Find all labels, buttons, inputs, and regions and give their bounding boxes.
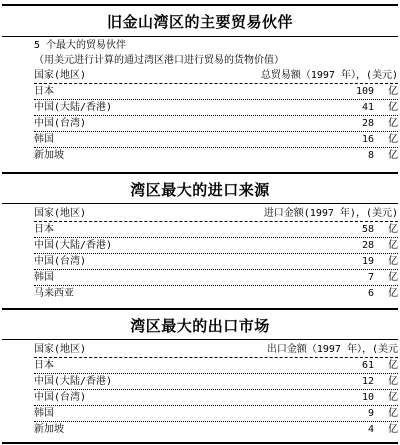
country-cell: 韩国 bbox=[34, 134, 54, 145]
unit-cell: 亿 bbox=[388, 360, 398, 371]
column-header-country: 国家(地区) bbox=[34, 70, 87, 81]
country-cell: 中国(台湾) bbox=[34, 256, 87, 267]
country-cell: 中国(台湾) bbox=[34, 118, 87, 129]
table-row bbox=[34, 422, 398, 437]
section-export-markets bbox=[0, 308, 400, 437]
unit-cell: 亿 bbox=[388, 424, 398, 435]
value-cell: 10 bbox=[361, 392, 374, 403]
country-cell: 韩国 bbox=[34, 272, 54, 283]
table-row bbox=[34, 390, 398, 406]
table-rows bbox=[34, 358, 398, 437]
value-cell: 9 bbox=[367, 408, 374, 419]
unit-cell: 亿 bbox=[388, 240, 398, 251]
country-cell: 新加坡 bbox=[34, 150, 64, 161]
table-row bbox=[34, 358, 398, 374]
column-header bbox=[34, 206, 398, 222]
unit-cell: 亿 bbox=[388, 224, 398, 235]
table-rows bbox=[34, 222, 398, 301]
unit-cell: 亿 bbox=[388, 256, 398, 267]
unit-cell: 亿 bbox=[388, 134, 398, 145]
unit-cell: 亿 bbox=[388, 102, 398, 113]
table-row bbox=[34, 116, 398, 132]
unit-cell: 亿 bbox=[388, 86, 398, 97]
title-rule bbox=[2, 339, 398, 340]
country-cell: 马来西亚 bbox=[34, 288, 74, 299]
intro-line bbox=[34, 38, 398, 53]
table-row bbox=[34, 286, 398, 301]
unit-cell: 亿 bbox=[388, 408, 398, 419]
column-header-country: 国家(地区) bbox=[34, 344, 87, 355]
value-cell: 41 bbox=[361, 102, 374, 113]
table-row bbox=[34, 148, 398, 163]
table-row bbox=[34, 222, 398, 238]
value-cell: 28 bbox=[361, 118, 374, 129]
country-cell: 韩国 bbox=[34, 408, 54, 419]
unit-cell: 亿 bbox=[388, 288, 398, 299]
column-header-value: 总贸易额（1997 年），(美元) bbox=[260, 70, 398, 81]
country-cell: 日本 bbox=[34, 360, 54, 371]
value-cell: 58 bbox=[361, 224, 374, 235]
value-cell: 12 bbox=[361, 376, 374, 387]
column-header bbox=[34, 68, 398, 84]
country-cell: 日本 bbox=[34, 86, 54, 97]
table-row bbox=[34, 238, 398, 254]
value-cell: 8 bbox=[367, 150, 374, 161]
column-header-value: 出口金额（1997 年），(美元 bbox=[266, 344, 398, 355]
table-row bbox=[34, 254, 398, 270]
unit-cell: 亿 bbox=[388, 272, 398, 283]
section-rule bbox=[2, 308, 398, 310]
country-cell: 中国(大陆/香港) bbox=[34, 102, 113, 113]
title-rule bbox=[2, 203, 398, 204]
table-row bbox=[34, 270, 398, 286]
country-cell: 新加坡 bbox=[34, 424, 64, 435]
unit-cell: 亿 bbox=[388, 150, 398, 161]
section-rule bbox=[2, 172, 398, 174]
value-cell: 7 bbox=[367, 272, 374, 283]
value-cell: 4 bbox=[367, 424, 374, 435]
unit-cell: 亿 bbox=[388, 376, 398, 387]
value-cell: 109 bbox=[355, 86, 374, 97]
section-import-sources bbox=[0, 172, 400, 301]
country-cell: 中国(大陆/香港) bbox=[34, 240, 113, 251]
intro-text: （用美元进行计算的通过湾区港口进行贸易的货物价值） bbox=[34, 55, 284, 66]
section-trade-partners bbox=[0, 0, 400, 163]
column-header-country: 国家(地区) bbox=[34, 208, 87, 219]
title-rule bbox=[2, 36, 398, 37]
table-row bbox=[34, 100, 398, 116]
section-title: 湾区最大的出口市场 bbox=[130, 316, 270, 335]
column-header bbox=[34, 342, 398, 358]
table-row bbox=[34, 374, 398, 390]
intro-text: 5 个最大的贸易伙伴 bbox=[34, 40, 127, 51]
value-cell: 19 bbox=[361, 256, 374, 267]
table-rows bbox=[34, 84, 398, 163]
section-title: 湾区最大的进口来源 bbox=[130, 180, 270, 199]
column-header-value: 进口金额(1997 年)，(美元) bbox=[263, 208, 398, 219]
intro-line bbox=[34, 53, 398, 68]
table-row bbox=[34, 132, 398, 148]
unit-cell: 亿 bbox=[388, 392, 398, 403]
unit-cell: 亿 bbox=[388, 118, 398, 129]
value-cell: 61 bbox=[361, 360, 374, 371]
country-cell: 中国(大陆/香港) bbox=[34, 376, 113, 387]
bottom-rule bbox=[2, 442, 398, 444]
section-title: 旧金山湾区的主要贸易伙伴 bbox=[106, 12, 293, 31]
table-row bbox=[34, 406, 398, 422]
value-cell: 28 bbox=[361, 240, 374, 251]
value-cell: 16 bbox=[361, 134, 374, 145]
country-cell: 中国(台湾) bbox=[34, 392, 87, 403]
table-row bbox=[34, 84, 398, 100]
country-cell: 日本 bbox=[34, 224, 54, 235]
top-rule bbox=[2, 4, 398, 6]
value-cell: 6 bbox=[367, 288, 374, 299]
